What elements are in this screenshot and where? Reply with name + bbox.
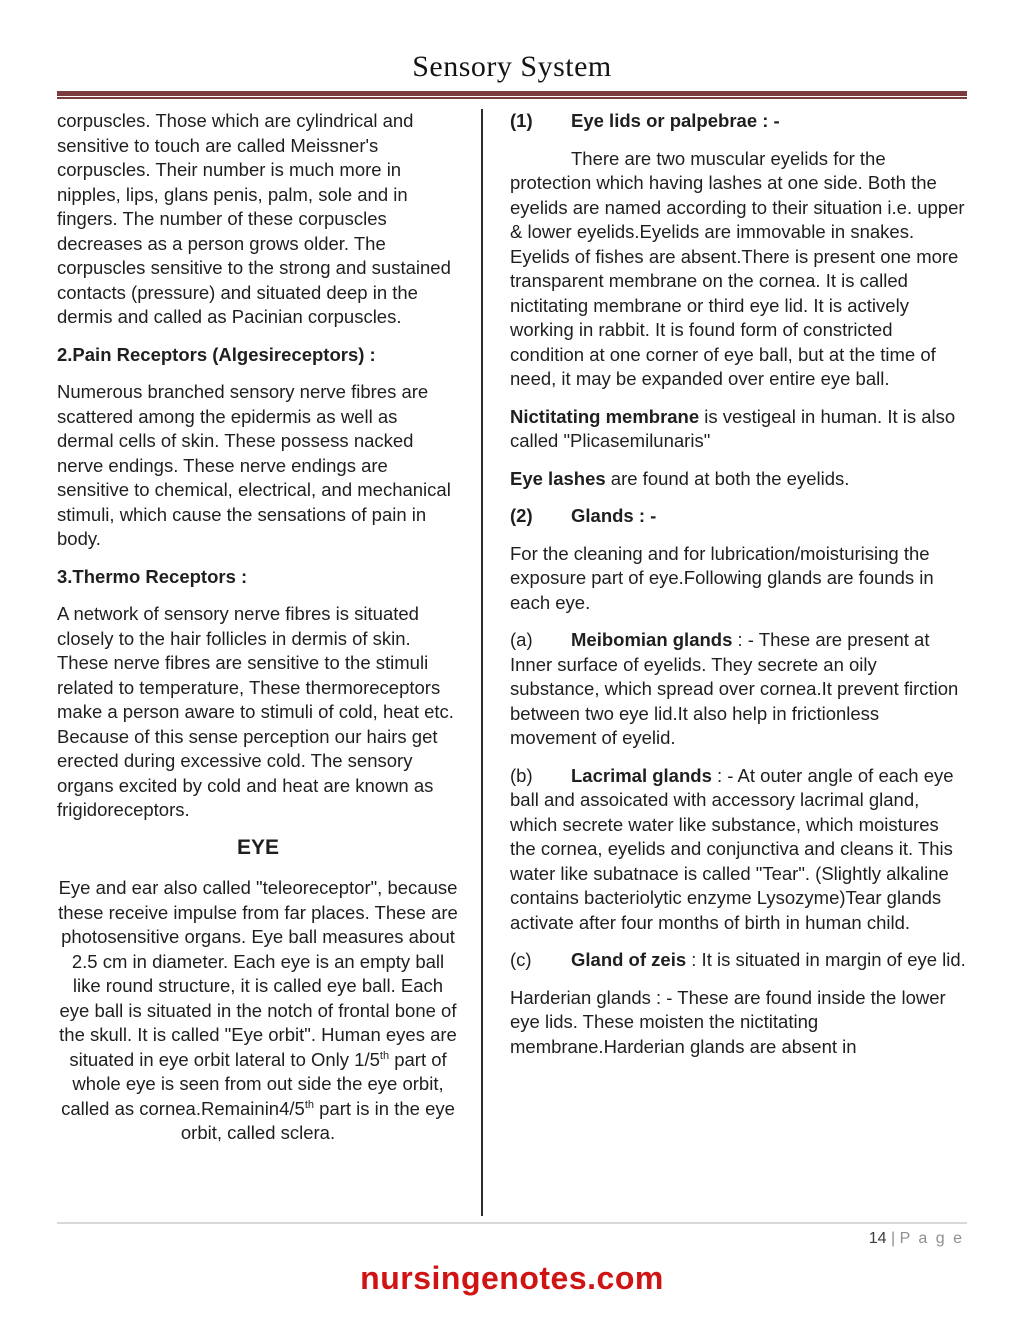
bold-lead-zeis: Gland of zeis [571, 949, 687, 970]
bold-lead-meibomian: Meibomian glands [571, 629, 733, 650]
list-letter: (a) [510, 629, 533, 650]
heading-glands [510, 504, 967, 529]
title-rule [57, 91, 967, 99]
page-header [0, 0, 1024, 99]
heading-glands-label: Glands : - [571, 505, 657, 526]
page-title: Sensory System [412, 50, 612, 83]
heading-eye: EYE [236, 835, 280, 859]
paragraph-eye-lashes [510, 467, 967, 492]
page-number [0, 1224, 1024, 1248]
superscript-th: th [304, 1098, 315, 1111]
column-divider [481, 109, 483, 1216]
heading-pain-receptors: 2.Pain Receptors (Algesireceptors) : [57, 343, 376, 365]
paragraph-touch-corpuscles: corpuscles. Those which are cylindrical and sensitive to touch are called Meissner's corpuscles. Their number is much more in nipples, lips, glans penis, palm, sole and in fingers. The number of these corpuscles decreases as a person grows older. The corpuscles sensitive to the strong and sustained contacts (pressure) and situated deep in the dermis and called as Pacinian corpuscles. [57, 110, 451, 327]
bold-lead-nictitating: Nictitating membrane [510, 405, 700, 427]
paragraph-eye [57, 876, 459, 1146]
list-letter: (b) [510, 764, 533, 786]
page-number-value: 14 [868, 1230, 887, 1247]
paragraph-pain-receptors: Numerous branched sensory nerve fibres are scattered among the epidermis as well as dermal cells of skin. These possess nacked nerve endings. These nerve endings are sensitive to chemical, electrical, and mechanical stimuli, which cause the sensations of pain in body. [57, 381, 451, 549]
paragraph-gland-of-zeis [510, 948, 967, 973]
superscript-th: th [379, 1049, 390, 1062]
heading-eyelids-label: Eye lids or palpebrae : - [571, 110, 780, 131]
list-letter: (c) [510, 949, 532, 970]
lacrimal-rest: : - At outer angle of each eye ball and assoicated with accessory lacrimal gland, which secrete water like substance, which moistures the cornea, eyelids and conjunctiva and cleans it. This water like subatnace is called "Tear". (Slightly alkaline contains bacteriolytic enzyme Lysozyme)Tear glands activate after four months of birth in human child. [510, 764, 954, 933]
left-column [57, 109, 459, 1222]
list-number: (2) [510, 505, 533, 526]
eye-run-3: part is in the eye orbit, called sclera. [180, 1097, 455, 1143]
meibomian-rest: : - These are present at Inner surface of eyelids. They secrete an oily substance, which spread over cornea.It prevent firction between two eye lid.It also help in frictionless movement of eyelid. [510, 629, 959, 748]
eye-lashes-rest: are found at both the eyelids. [605, 467, 850, 489]
bold-lead-eye-lashes: Eye lashes [510, 467, 606, 489]
paragraph-meibomian-glands [510, 628, 967, 751]
zeis-rest: : It is situated in margin of eye lid. [686, 949, 966, 970]
paragraph-eyelids: There are two muscular eyelids for the protection which having lashes at one side. Both the eyelids are named according to their situation i.e. upper & lower eyelids.Eyelids are immovable in snakes. Eyelids of fishes are absent.There is present one more transparent membrane on the cornea. It is called nictitating membrane or third eye lid. It is actively working in rabbit. It is found form of constricted condition at one corner of eye ball, but at the time of need, it may be expanded over entire eye ball. [510, 147, 965, 389]
heading-thermo-receptors: 3.Thermo Receptors : [57, 565, 248, 587]
paragraph-nictitating [510, 405, 967, 454]
page-word: P a g e [899, 1230, 964, 1247]
nictitating-rest: is vestigeal in human. It is also called "Plicasemilunaris" [510, 405, 956, 451]
heading-eyelids [510, 109, 967, 134]
paragraph-glands-intro: For the cleaning and for lubrication/moisturising the exposure part of eye.Following glands are founds in each eye. [510, 542, 934, 613]
paragraph-harderian-glands: Harderian glands : - These are found inside the lower eye lids. These moisten the nictitating membrane.Harderian glands are absent in [510, 986, 946, 1057]
page-number-separator: | [890, 1230, 896, 1247]
paragraph-thermo-receptors: A network of sensory nerve fibres is situated closely to the hair follicles in dermis of skin. These nerve fibres are sensitive to the stimuli related to temperature, These thermoreceptors make a person aware to stimuli of cold, heat etc. Because of this sense perception our hairs get erected during excessive cold. The sensory organs excited by cold and heat are known as frigidoreceptors. [57, 603, 454, 820]
eye-run-2: part of whole eye is seen from out side the eye orbit, called as cornea.Remainin4/5 [61, 1048, 447, 1119]
website-name: nursingenotes.com [360, 1260, 664, 1296]
paragraph-lacrimal-glands [510, 764, 967, 936]
right-column [510, 109, 967, 1222]
list-number: (1) [510, 110, 533, 131]
two-column-body [0, 99, 1024, 1222]
bold-lead-lacrimal: Lacrimal glands [571, 764, 712, 786]
eye-run-1: Eye and ear also called "teleoreceptor", because these receive impulse from far places. These are photosensitive organs. Eye ball measures about 2.5 cm in diameter. Each eye is an empty ball like round structure, it is called eye ball. Each eye ball is situated in the notch of frontal bone of the skull. It is called "Eye orbit". Human eyes are situated in eye orbit lateral to Only 1/5 [58, 877, 458, 1070]
